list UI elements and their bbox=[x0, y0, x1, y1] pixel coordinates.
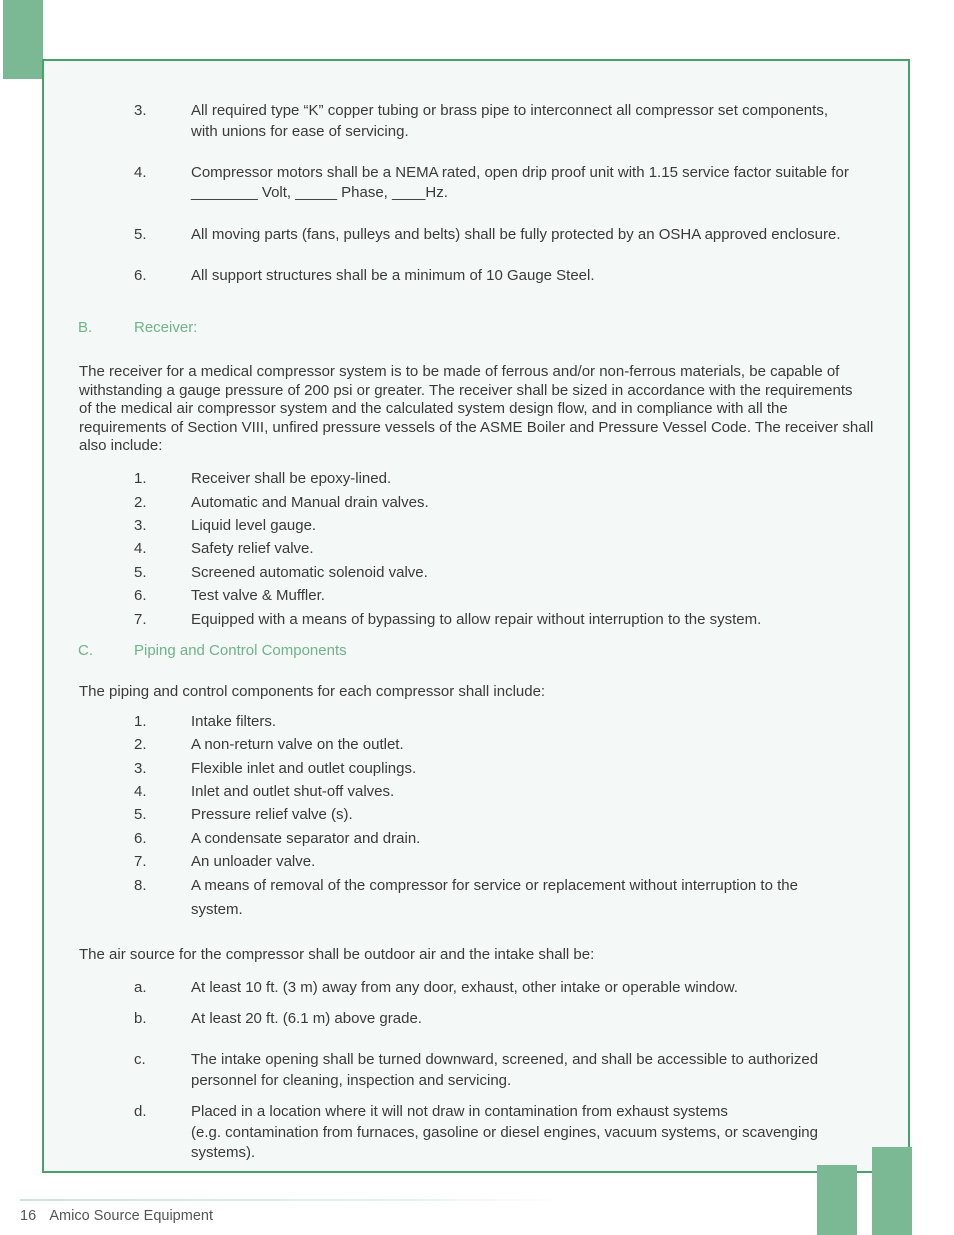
top-left-tab bbox=[3, 0, 43, 79]
list-item: Automatic and Manual drain valves. bbox=[191, 494, 429, 511]
list-number: 8. bbox=[134, 877, 147, 894]
list-number: 6. bbox=[134, 830, 147, 847]
air-intro: The air source for the compressor shall be outdoor air and the intake shall be: bbox=[79, 946, 595, 963]
list-item-line: The intake opening shall be turned downward, screened, and shall be accessible to authorized bbox=[191, 1051, 819, 1068]
list-number: 3. bbox=[134, 517, 147, 534]
list-number: 7. bbox=[134, 853, 147, 870]
list-item-line: All moving parts (fans, pulleys and belts) shall be fully protected by an OSHA approved enclosure. bbox=[191, 226, 841, 243]
list-number: 3. bbox=[134, 102, 147, 119]
list-number: 3. bbox=[134, 760, 147, 777]
list-letter: c. bbox=[134, 1051, 146, 1068]
list-item: A condensate separator and drain. bbox=[191, 830, 421, 847]
list-item-continuation: system. bbox=[191, 901, 243, 918]
list-item: Liquid level gauge. bbox=[191, 517, 317, 534]
list-item: Safety relief valve. bbox=[191, 540, 314, 557]
list-item-line: (e.g. contamination from furnaces, gasoline or diesel engines, vacuum systems, or scavenging bbox=[191, 1124, 818, 1141]
list-number: 2. bbox=[134, 494, 147, 511]
piping-intro: The piping and control components for each compressor shall include: bbox=[79, 683, 546, 700]
bottom-right-tab-1 bbox=[817, 1165, 857, 1235]
list-item: Inlet and outlet shut-off valves. bbox=[191, 783, 395, 800]
page-footer bbox=[20, 1208, 213, 1224]
list-item: Intake filters. bbox=[191, 713, 277, 730]
list-number: 5. bbox=[134, 806, 147, 823]
section-letter-b: B. bbox=[78, 319, 93, 336]
list-number: 5. bbox=[134, 564, 147, 581]
list-item: A means of removal of the compressor for service or replacement without interruption to the bbox=[191, 877, 798, 894]
list-item-line: systems). bbox=[191, 1144, 256, 1161]
list-number: 5. bbox=[134, 226, 147, 243]
receiver-paragraph: The receiver for a medical compressor system is to be made of ferrous and/or non-ferrous materials, be capable of withstanding a gauge pressure of 200 psi or greater. The receiver shall be sized in accordance with the requirements of the medical air compressor system and the calculated system design flow, and in compliance with all the requirements of Section VIII, unfired pressure vessels of the ASME Boiler and Pressure Vessel Code. The receiver shall also include: bbox=[79, 363, 874, 455]
list-number: 4. bbox=[134, 164, 147, 181]
list-number: 4. bbox=[134, 540, 147, 557]
list-item: An unloader valve. bbox=[191, 853, 316, 870]
list-number: 4. bbox=[134, 783, 147, 800]
page-number: 16 bbox=[20, 1208, 37, 1224]
list-item-line: with unions for ease of servicing. bbox=[191, 123, 409, 140]
list-letter: d. bbox=[134, 1103, 147, 1120]
list-item-line: Compressor motors shall be a NEMA rated, open drip proof unit with 1.15 service factor suitable for bbox=[191, 164, 849, 181]
list-number: 7. bbox=[134, 611, 147, 628]
section-letter-c: C. bbox=[78, 642, 93, 659]
list-number: 6. bbox=[134, 587, 147, 604]
list-item: Equipped with a means of bypassing to allow repair without interruption to the system. bbox=[191, 611, 762, 628]
list-item-line: ________ Volt, _____ Phase, ____Hz. bbox=[191, 184, 448, 201]
list-item-line: Placed in a location where it will not draw in contamination from exhaust systems bbox=[191, 1103, 728, 1120]
section-title-receiver: Receiver: bbox=[134, 319, 198, 336]
list-item-line: All required type “K” copper tubing or brass pipe to interconnect all compressor set components, bbox=[191, 102, 828, 119]
list-number: 1. bbox=[134, 713, 147, 730]
list-item: Screened automatic solenoid valve. bbox=[191, 564, 428, 581]
list-number: 2. bbox=[134, 736, 147, 753]
bottom-right-tab-2 bbox=[872, 1147, 912, 1235]
footer-title: Amico Source Equipment bbox=[49, 1208, 213, 1224]
list-item: Pressure relief valve (s). bbox=[191, 806, 353, 823]
list-number: 6. bbox=[134, 267, 147, 284]
footer-divider bbox=[20, 1199, 570, 1201]
list-item-line: All support structures shall be a minimum of 10 Gauge Steel. bbox=[191, 267, 595, 284]
list-item: Flexible inlet and outlet couplings. bbox=[191, 760, 417, 777]
list-item-line: At least 20 ft. (6.1 m) above grade. bbox=[191, 1010, 422, 1027]
list-item: Receiver shall be epoxy-lined. bbox=[191, 470, 392, 487]
section-title-piping: Piping and Control Components bbox=[134, 642, 347, 659]
list-letter: a. bbox=[134, 979, 147, 996]
list-number: 1. bbox=[134, 470, 147, 487]
list-letter: b. bbox=[134, 1010, 147, 1027]
list-item: A non-return valve on the outlet. bbox=[191, 736, 404, 753]
list-item-line: At least 10 ft. (3 m) away from any door, exhaust, other intake or operable window. bbox=[191, 979, 738, 996]
list-item-line: personnel for cleaning, inspection and servicing. bbox=[191, 1072, 512, 1089]
list-item: Test valve & Muffler. bbox=[191, 587, 325, 604]
